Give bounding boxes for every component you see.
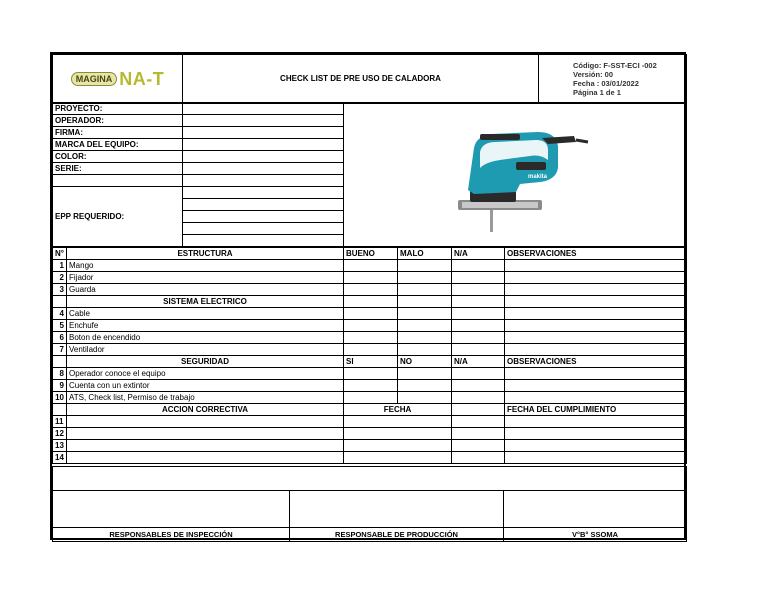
header-fecha: FECHA [344, 404, 452, 416]
field-epp-1[interactable] [183, 187, 344, 199]
table-row [53, 320, 687, 332]
blank-cell [398, 296, 452, 308]
observacion-field[interactable] [505, 272, 687, 284]
label-color: COLOR: [53, 151, 183, 163]
label-firma: FIRMA: [53, 127, 183, 139]
check-na[interactable] [452, 368, 505, 380]
header-fecha-cumplimiento: FECHA DEL CUMPLIMIENTO [505, 404, 687, 416]
row-number: 5 [53, 320, 67, 332]
fecha: Fecha : 03/01/2022 [573, 79, 639, 88]
table-row [53, 344, 687, 356]
fecha-field[interactable] [344, 452, 452, 464]
header-bueno: BUENO [344, 248, 398, 260]
logo-cell [53, 55, 183, 104]
blank-cell [53, 175, 183, 187]
label-epp: EPP REQUERIDO: [53, 187, 183, 247]
check-na[interactable] [452, 308, 505, 320]
observacion-field[interactable] [505, 284, 687, 296]
observacion-field[interactable] [505, 392, 687, 404]
row-label: Operador conoce el equipo [67, 368, 344, 380]
check-malo[interactable] [398, 344, 452, 356]
check-malo[interactable] [398, 284, 452, 296]
field-firma[interactable] [183, 127, 344, 139]
check-bueno[interactable] [344, 272, 398, 284]
signature-inspeccion[interactable] [53, 491, 290, 528]
blank-cell [53, 404, 67, 416]
blank-cell [183, 175, 344, 187]
signature-ssoma[interactable] [504, 491, 687, 528]
blank-cell [53, 296, 67, 308]
row-number: 1 [53, 260, 67, 272]
pagina: Página 1 de 1 [573, 88, 621, 97]
header-seg-na: N/A [452, 356, 505, 368]
check-bueno[interactable] [344, 332, 398, 344]
checklist-sheet [50, 52, 686, 540]
blank-cell [452, 404, 505, 416]
check-malo[interactable] [398, 332, 452, 344]
signature-table [52, 466, 687, 542]
header-malo: MALO [398, 248, 452, 260]
check-malo[interactable] [398, 308, 452, 320]
label-operador: OPERADOR: [53, 115, 183, 127]
header-seg-observaciones: OBSERVACIONES [505, 356, 687, 368]
check-malo[interactable] [398, 260, 452, 272]
accion-field[interactable] [67, 452, 344, 464]
field-marca[interactable] [183, 139, 344, 151]
jigsaw-image [440, 108, 590, 238]
table-row [53, 332, 687, 344]
accion-field[interactable] [67, 416, 344, 428]
header-na: N/A [452, 248, 505, 260]
header-num: N° [53, 248, 67, 260]
check-si[interactable] [344, 380, 398, 392]
observacion-field[interactable] [505, 380, 687, 392]
check-no[interactable] [398, 392, 452, 404]
document-title: CHECK LIST DE PRE USO DE CALADORA [183, 55, 539, 104]
table-row [53, 416, 687, 428]
table-row [53, 452, 687, 464]
check-na[interactable] [452, 332, 505, 344]
check-bueno[interactable] [344, 308, 398, 320]
check-na[interactable] [452, 320, 505, 332]
check-malo[interactable] [398, 272, 452, 284]
blank-cell [452, 452, 505, 464]
blank-row [53, 467, 687, 491]
fecha-field[interactable] [344, 440, 452, 452]
label-proyecto: PROYECTO: [53, 103, 183, 115]
observacion-field[interactable] [505, 320, 687, 332]
blank-cell [53, 356, 67, 368]
row-number: 14 [53, 452, 67, 464]
row-label: Boton de encendido [67, 332, 344, 344]
row-number: 2 [53, 272, 67, 284]
observacion-field[interactable] [505, 308, 687, 320]
fecha-field[interactable] [344, 428, 452, 440]
row-label: Mango [67, 260, 344, 272]
check-no[interactable] [398, 380, 452, 392]
header-no: NO [398, 356, 452, 368]
row-label: Enchufe [67, 320, 344, 332]
row-number: 3 [53, 284, 67, 296]
check-na[interactable] [452, 272, 505, 284]
info-table [52, 102, 687, 247]
cumplimiento-field[interactable] [505, 428, 687, 440]
table-row [53, 272, 687, 284]
field-epp-5[interactable] [183, 235, 344, 247]
table-row [53, 284, 687, 296]
check-si[interactable] [344, 392, 398, 404]
blank-cell [452, 440, 505, 452]
header-observaciones: OBSERVACIONES [505, 248, 687, 260]
accion-field[interactable] [67, 440, 344, 452]
table-row [53, 440, 687, 452]
observacion-field[interactable] [505, 260, 687, 272]
observacion-field[interactable] [505, 332, 687, 344]
observacion-field[interactable] [505, 368, 687, 380]
field-operador[interactable] [183, 115, 344, 127]
logo-badge: MAGINA [71, 72, 118, 86]
section-sistema-electrico: SISTEMA ELECTRICO [67, 296, 344, 308]
table-row [53, 428, 687, 440]
observacion-field[interactable] [505, 344, 687, 356]
field-epp-4[interactable] [183, 223, 344, 235]
label-marca: MARCA DEL EQUIPO: [53, 139, 183, 151]
field-serie[interactable] [183, 163, 344, 175]
row-number: 7 [53, 344, 67, 356]
checklist-table [52, 247, 687, 464]
cumplimiento-field[interactable] [505, 416, 687, 428]
table-row [53, 380, 687, 392]
row-label: Guarda [67, 284, 344, 296]
label-serie: SERIE: [53, 163, 183, 175]
jigsaw-brand-text: makita [528, 174, 548, 180]
table-row [53, 392, 687, 404]
blank-cell [344, 296, 398, 308]
check-bueno[interactable] [344, 320, 398, 332]
version: Versión: 00 [573, 70, 614, 79]
jigsaw-photo-cell [344, 103, 687, 247]
check-bueno[interactable] [344, 284, 398, 296]
logo-word: NA-T [119, 69, 165, 89]
check-na[interactable] [452, 260, 505, 272]
row-number: 8 [53, 368, 67, 380]
section-accion-correctiva: ACCION CORRECTIVA [67, 404, 344, 416]
cumplimiento-field[interactable] [505, 440, 687, 452]
check-bueno[interactable] [344, 344, 398, 356]
blank-cell [505, 296, 687, 308]
check-na[interactable] [452, 284, 505, 296]
check-na[interactable] [452, 392, 505, 404]
row-number: 9 [53, 380, 67, 392]
row-number: 6 [53, 332, 67, 344]
field-epp-3[interactable] [183, 211, 344, 223]
row-label: Fijador [67, 272, 344, 284]
cumplimiento-field[interactable] [505, 452, 687, 464]
check-na[interactable] [452, 380, 505, 392]
field-epp-2[interactable] [183, 199, 344, 211]
accion-field[interactable] [67, 428, 344, 440]
blank-cell [452, 428, 505, 440]
signature-produccion[interactable] [290, 491, 504, 528]
row-number: 10 [53, 392, 67, 404]
row-number: 13 [53, 440, 67, 452]
label-inspeccion: RESPONSABLES DE INSPECCIÓN [53, 528, 290, 542]
row-label: Cuenta con un extintor [67, 380, 344, 392]
section-seguridad: SEGURIDAD [67, 356, 344, 368]
header-si: SI [344, 356, 398, 368]
header-table [52, 54, 687, 104]
company-logo [71, 69, 165, 89]
row-number: 12 [53, 428, 67, 440]
table-row [53, 260, 687, 272]
row-number: 11 [53, 416, 67, 428]
check-na[interactable] [452, 344, 505, 356]
blank-cell [452, 296, 505, 308]
codigo: Código: F-SST-ECI -002 [573, 61, 657, 70]
field-proyecto[interactable] [183, 103, 344, 115]
check-no[interactable] [398, 368, 452, 380]
check-malo[interactable] [398, 320, 452, 332]
fecha-field[interactable] [344, 416, 452, 428]
row-number: 4 [53, 308, 67, 320]
table-row [53, 308, 687, 320]
row-label: ATS, Check list, Permiso de trabajo [67, 392, 344, 404]
blank-cell [452, 416, 505, 428]
table-row [53, 368, 687, 380]
row-label: Cable [67, 308, 344, 320]
check-si[interactable] [344, 368, 398, 380]
document-code-block [539, 55, 687, 104]
header-estructura: ESTRUCTURA [67, 248, 344, 260]
check-bueno[interactable] [344, 260, 398, 272]
field-color[interactable] [183, 151, 344, 163]
label-ssoma: V°B° SSOMA [504, 528, 687, 542]
row-label: Ventilador [67, 344, 344, 356]
label-produccion: RESPONSABLE DE PRODUCCIÓN [290, 528, 504, 542]
